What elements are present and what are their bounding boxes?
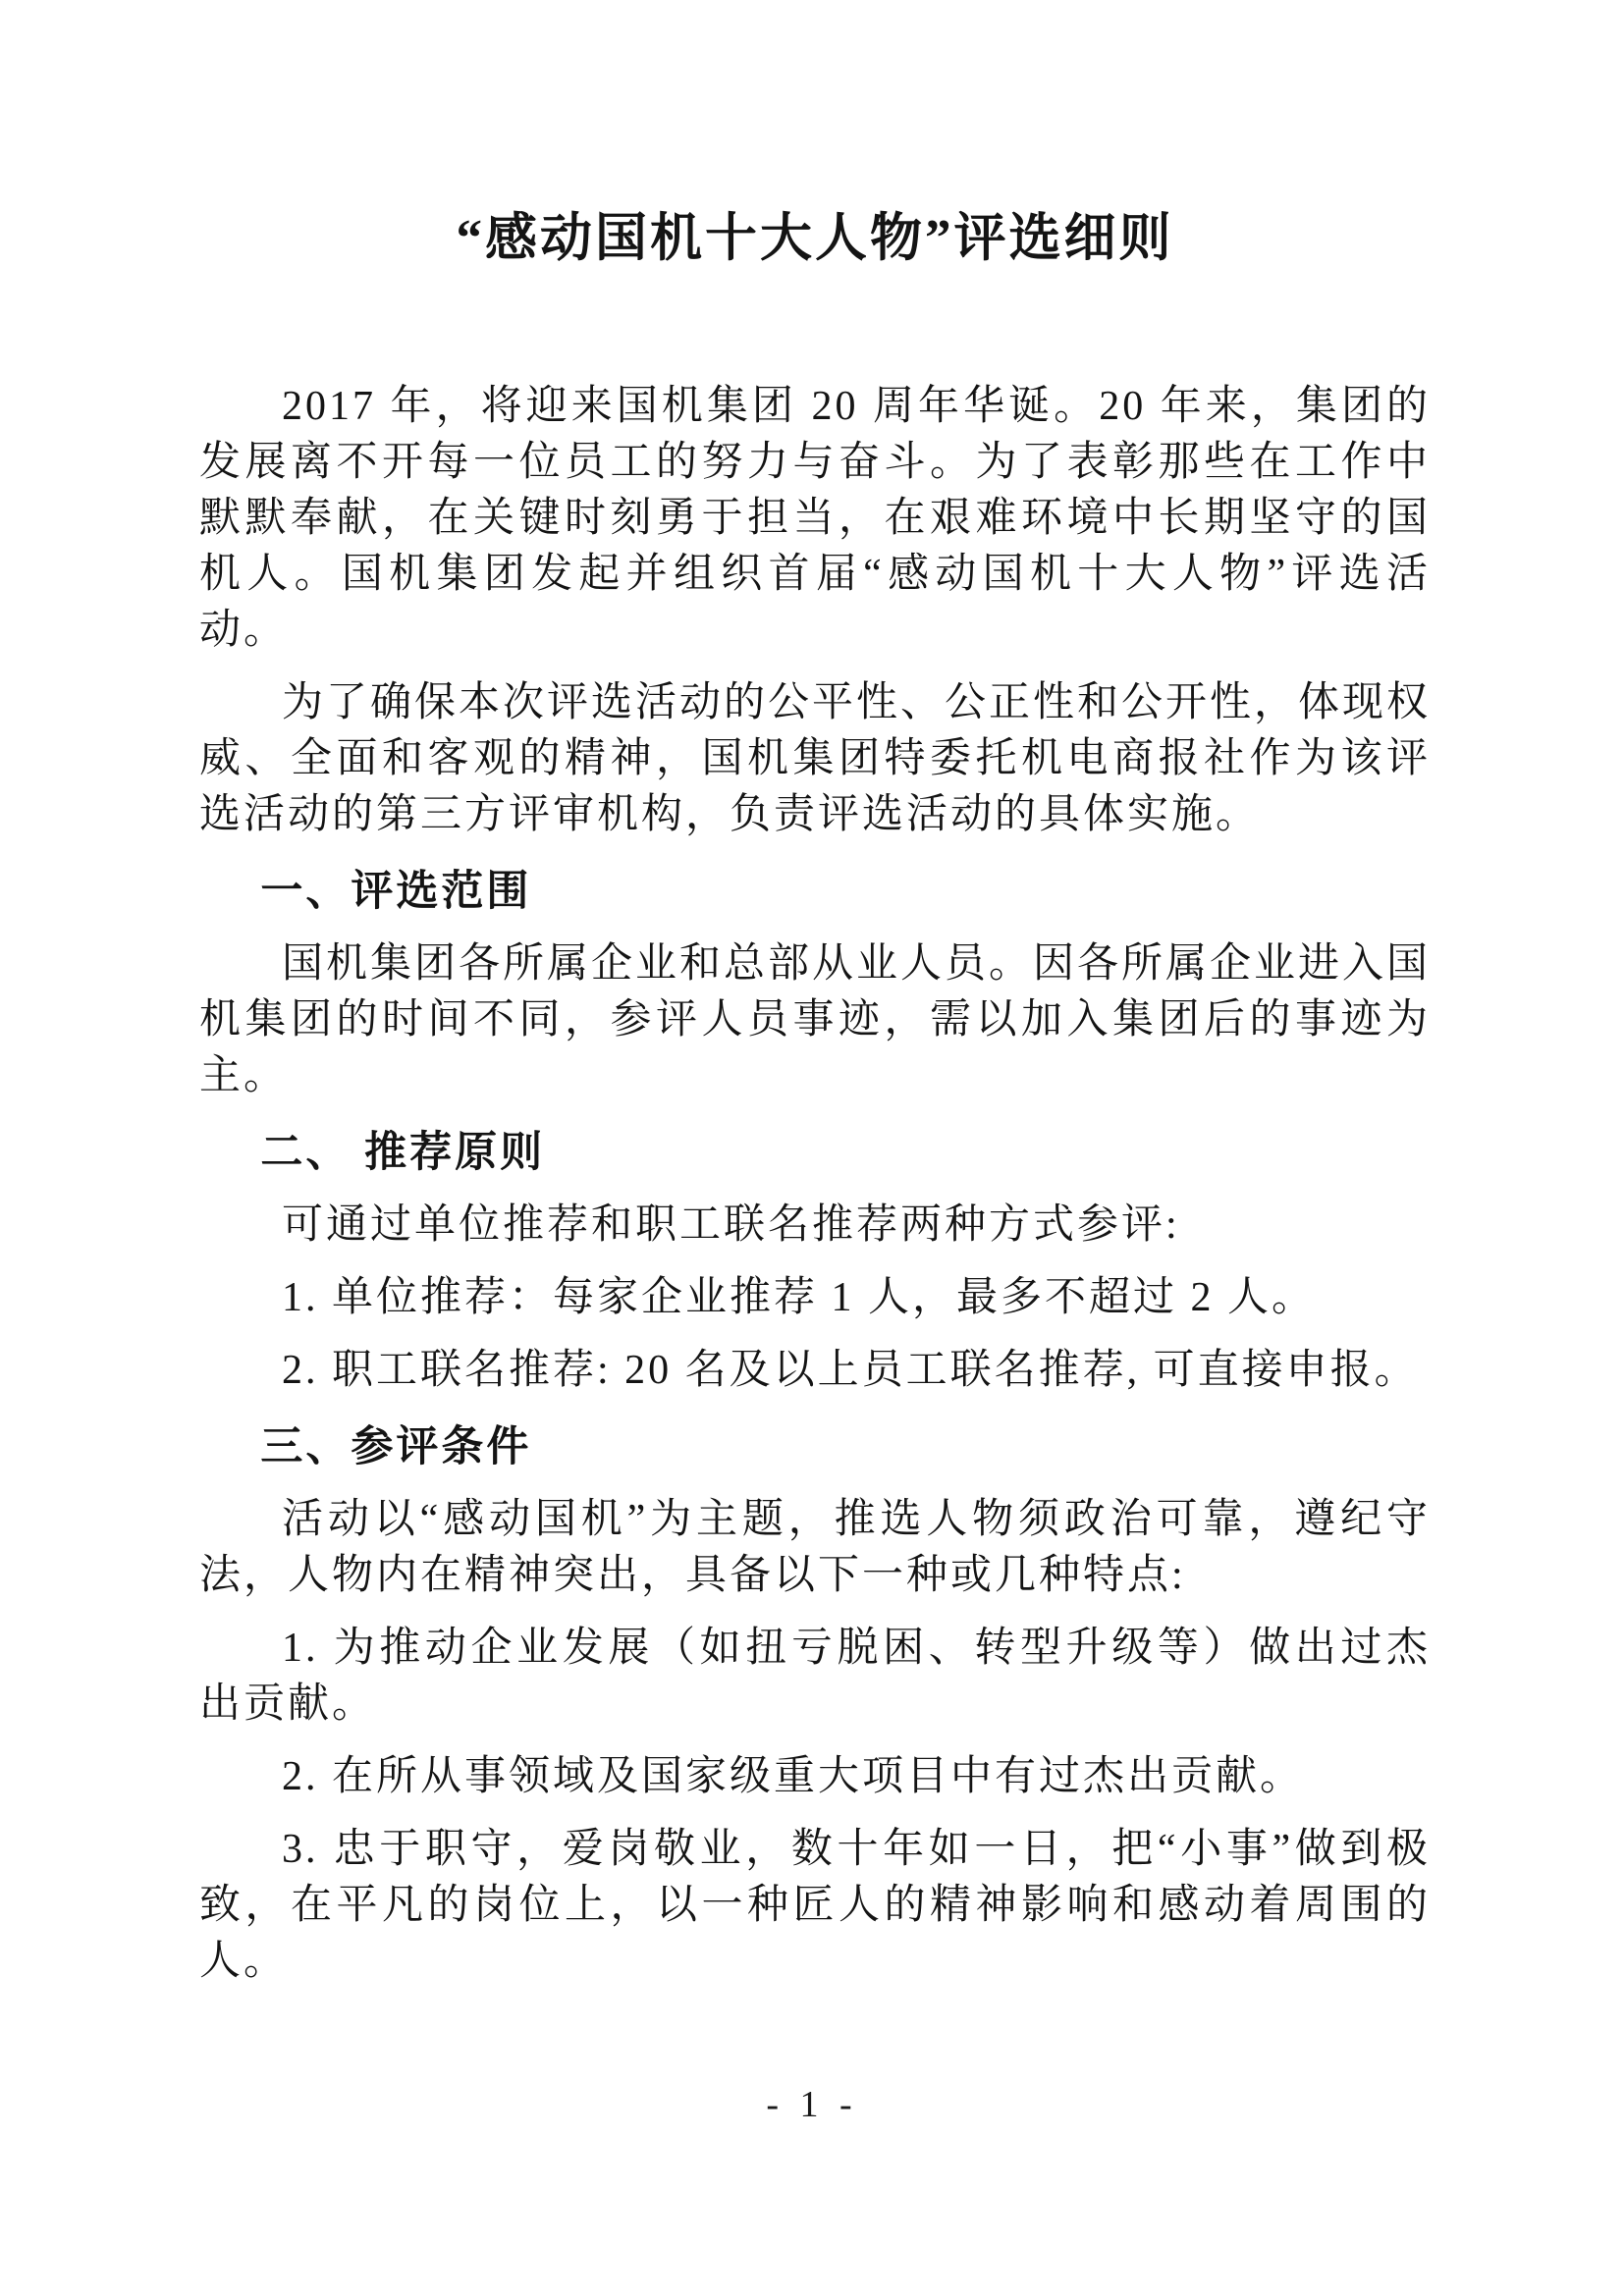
section-2-item-2: 2. 职工联名推荐: 20 名及以上员工联名推荐, 可直接申报。 bbox=[282, 1348, 1419, 1393]
section-3-heading: 三、参评条件 bbox=[260, 1424, 532, 1470]
section-3-item-3: 3. 忠于职守，爱岗敬业，数十年如一日，把“小事”做到极致，在平凡的岗位上，以一种匠人的精神影响和感动着周围的人。 bbox=[199, 1827, 1431, 1984]
section-2-heading: 二、 推荐原则 bbox=[260, 1130, 546, 1176]
section-3-paragraph-1: 活动以“感动国机”为主题，推选人物须政治可靠，遵纪守法，人物内在精神突出，具备以下一种或几种特点: bbox=[199, 1497, 1431, 1598]
intro-paragraph-2: 为了确保本次评选活动的公平性、公正性和公开性，体现权威、全面和客观的精神，国机集团特委托机电商报社作为该评选活动的第三方评审机构，负责评选活动的具体实施。 bbox=[199, 680, 1432, 837]
section-3-item-1: 1. 为推动企业发展（如扭亏脱困、转型升级等）做出过杰出贡献。 bbox=[199, 1626, 1431, 1727]
intro-paragraph-1: 2017 年，将迎来国机集团 20 周年华诞。20 年来，集团的发展离不开每一位员工的努力与奋斗。为了表彰那些在工作中默默奉献，在关键时刻勇于担当，在艰难环境中长期坚守的国机人。国机集团发起并组织首届“感动国机十大人物”评选活动。 bbox=[199, 384, 1431, 653]
section-1-paragraph-1: 国机集团各所属企业和总部从业人员。因各所属企业进入国机集团的时间不同，参评人员事迹，需以加入集团后的事迹为主。 bbox=[199, 941, 1432, 1098]
section-1-heading: 一、评选范围 bbox=[260, 869, 532, 915]
section-2-item-1: 1. 单位推荐：每家企业推荐 1 人，最多不超过 2 人。 bbox=[282, 1275, 1317, 1320]
section-2-paragraph-1: 可通过单位推荐和职工联名推荐两种方式参评: bbox=[282, 1202, 1180, 1248]
document-title: “感动国机十大人物”评选细则 bbox=[456, 210, 1174, 267]
document-body bbox=[199, 0, 1431, 1990]
section-3-item-2: 2. 在所从事领域及国家级重大项目中有过杰出贡献。 bbox=[282, 1754, 1305, 1799]
page-number: - 1 - bbox=[766, 2084, 858, 2125]
